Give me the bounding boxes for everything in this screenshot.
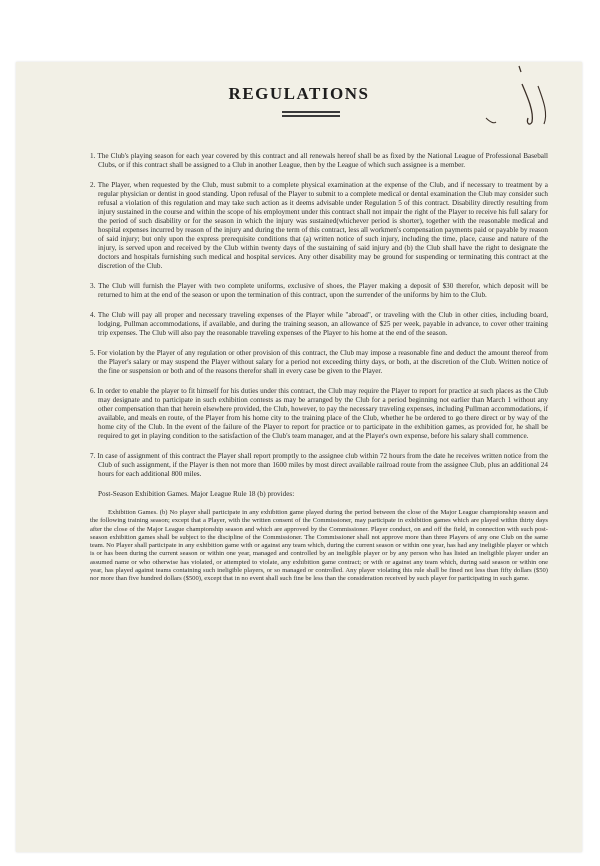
- exhibition-games-rule: Exhibition Games. (b) No player shall participate in any exhibition game played during the period between the close of the Major League championship season and the following training season; except that a Player, with the written consent of the Commissioner, may participate in exhibition games which are played within thirty days after the close of the Major League championship season and which are approved by the Commissioner. Player conduct, on and off the field, in connection with such post-season exhibition games shall be subject to the discipline of the Commissioner. The Commissioner shall not approve more than three Players of any one Club on the same team. No Player shall participate in any exhibition game with or against any team which, during the current season or within one year, has had any ineligible player or which is or has been during the current season or within one year, managed and controlled by an ineligible player or by any person who has listed an ineligible player under an assumed name or who otherwise has violated, or attempted to violate, any exhibition game contract; or with or against any team which, during said season or within one year, has played against teams containing such ineligible players, or so managed or controlled. Any player violating this rule shall be fined not less than fifty dollars ($50) nor more than five hundred dollars ($500), except that in no event shall such fine be less than the consideration received by such player for participating in such game.: [90, 509, 548, 583]
- document-page: [16, 62, 582, 852]
- regulation-2: 2. The Player, when requested by the Club, must submit to a complete physical examination at the expense of the Club, and if necessary to treatment by a regular physician or dentist in good standing. Upon refusal of the Player to submit to a complete medical or dental examination the Club may consider such refusal a violation of this regulation and may take such action as it deems advisable under Regulation 5 of this contract. Disability directly resulting from injury sustained in the course and within the scope of his employment under this contract shall not impair the right of the Player to receive his full salary for the period of such disability or for the season in which the injury was sustained(whichever period is shorter), together with the reasonable medical and hospital expenses incurred by reason of the injury and during the term of this contract, less all workmen's compensation payments paid or payable by reason of said injury; but only upon the express prerequisite conditions that (a) written notice of such injury, including the time, place, cause and nature of the injury, is served upon and received by the Club within twenty days of the sustaining of said injury and (b) the Club shall have the right to designate the doctors and hospitals furnishing such medical and hospital services. Any other disability may be ground for suspending or terminating this contract at the discretion of the Club.: [90, 181, 548, 270]
- handwritten-pen-marks: [16, 62, 582, 162]
- regulation-6: 6. In order to enable the player to fit himself for his duties under this contract, the Club may require the Player to report for practice at such places as the Club may designate and to participate in such exhibition contests as may be arranged by the Club for a period beginning not earlier than March 1 without any other compensation than that herein elsewhere provided, the Club, however, to pay the necessary traveling expenses, including Pullman accommodations, if available, and meals en route, of the Player from his home city to the training place of the Club, whether he be ordered to go there direct or by way of the home city of the Club. In the event of the failure of the Player to report for practice or to participate in the exhibition games, as provided for, he shall be required to get in playing condition to the satisfaction of the Club's team manager, and at the Player's own expense, before his salary shall commence.: [90, 387, 549, 440]
- regulation-7: 7. In case of assignment of this contract the Player shall report promptly to the assignee club within 72 hours from the date he receives written notice from the Club of such assignment, if the Player is then not more than 1600 miles by most direct available railroad route from the assignee Club, plus an additional 24 hours for each additional 800 miles.: [90, 452, 549, 478]
- post-season-subheading: Post-Season Exhibition Games. Major League Rule 18 (b) provides:: [98, 490, 295, 498]
- document-title: REGULATIONS: [228, 84, 370, 103]
- regulation-4: 4. The Club will pay all proper and necessary traveling expenses of the Player while "abroad", or traveling with the Club in other cities, including board, lodging, Pullman accommodations, if available, and during the training season, an allowance of $25 per week, payable in advance, to cover other training trip expenses. The Club will also pay the reasonable traveling expenses of the Player to his home at the end of the season.: [90, 311, 549, 337]
- regulations-body: [90, 152, 548, 584]
- regulation-5: 5. For violation by the Player of any regulation or other provision of this contract, the Club may impose a reasonable fine and deduct the amount thereof from the Player's salary or may suspend the Player without salary for a period not exceeding thirty days, or both, at the discretion of the Club. Written notice of the fine or suspension or both and of the reasons therefor shall in every case be given to the Player.: [90, 349, 548, 375]
- regulation-3: 3. The Club will furnish the Player with two complete uniforms, exclusive of shoes, the Player making a deposit of $30 therefor, which deposit will be returned to him at the end of the season or upon the termination of this contract, upon the surrender of the uniforms by him to the Club.: [90, 282, 548, 299]
- regulation-1: 1. The Club's playing season for each year covered by this contract and all renewals hereof shall be as fixed by the National League of Professional Baseball Clubs, or if this contract shall be assigned to a Club in another League, then by the League of which such assignee is a member.: [90, 152, 548, 169]
